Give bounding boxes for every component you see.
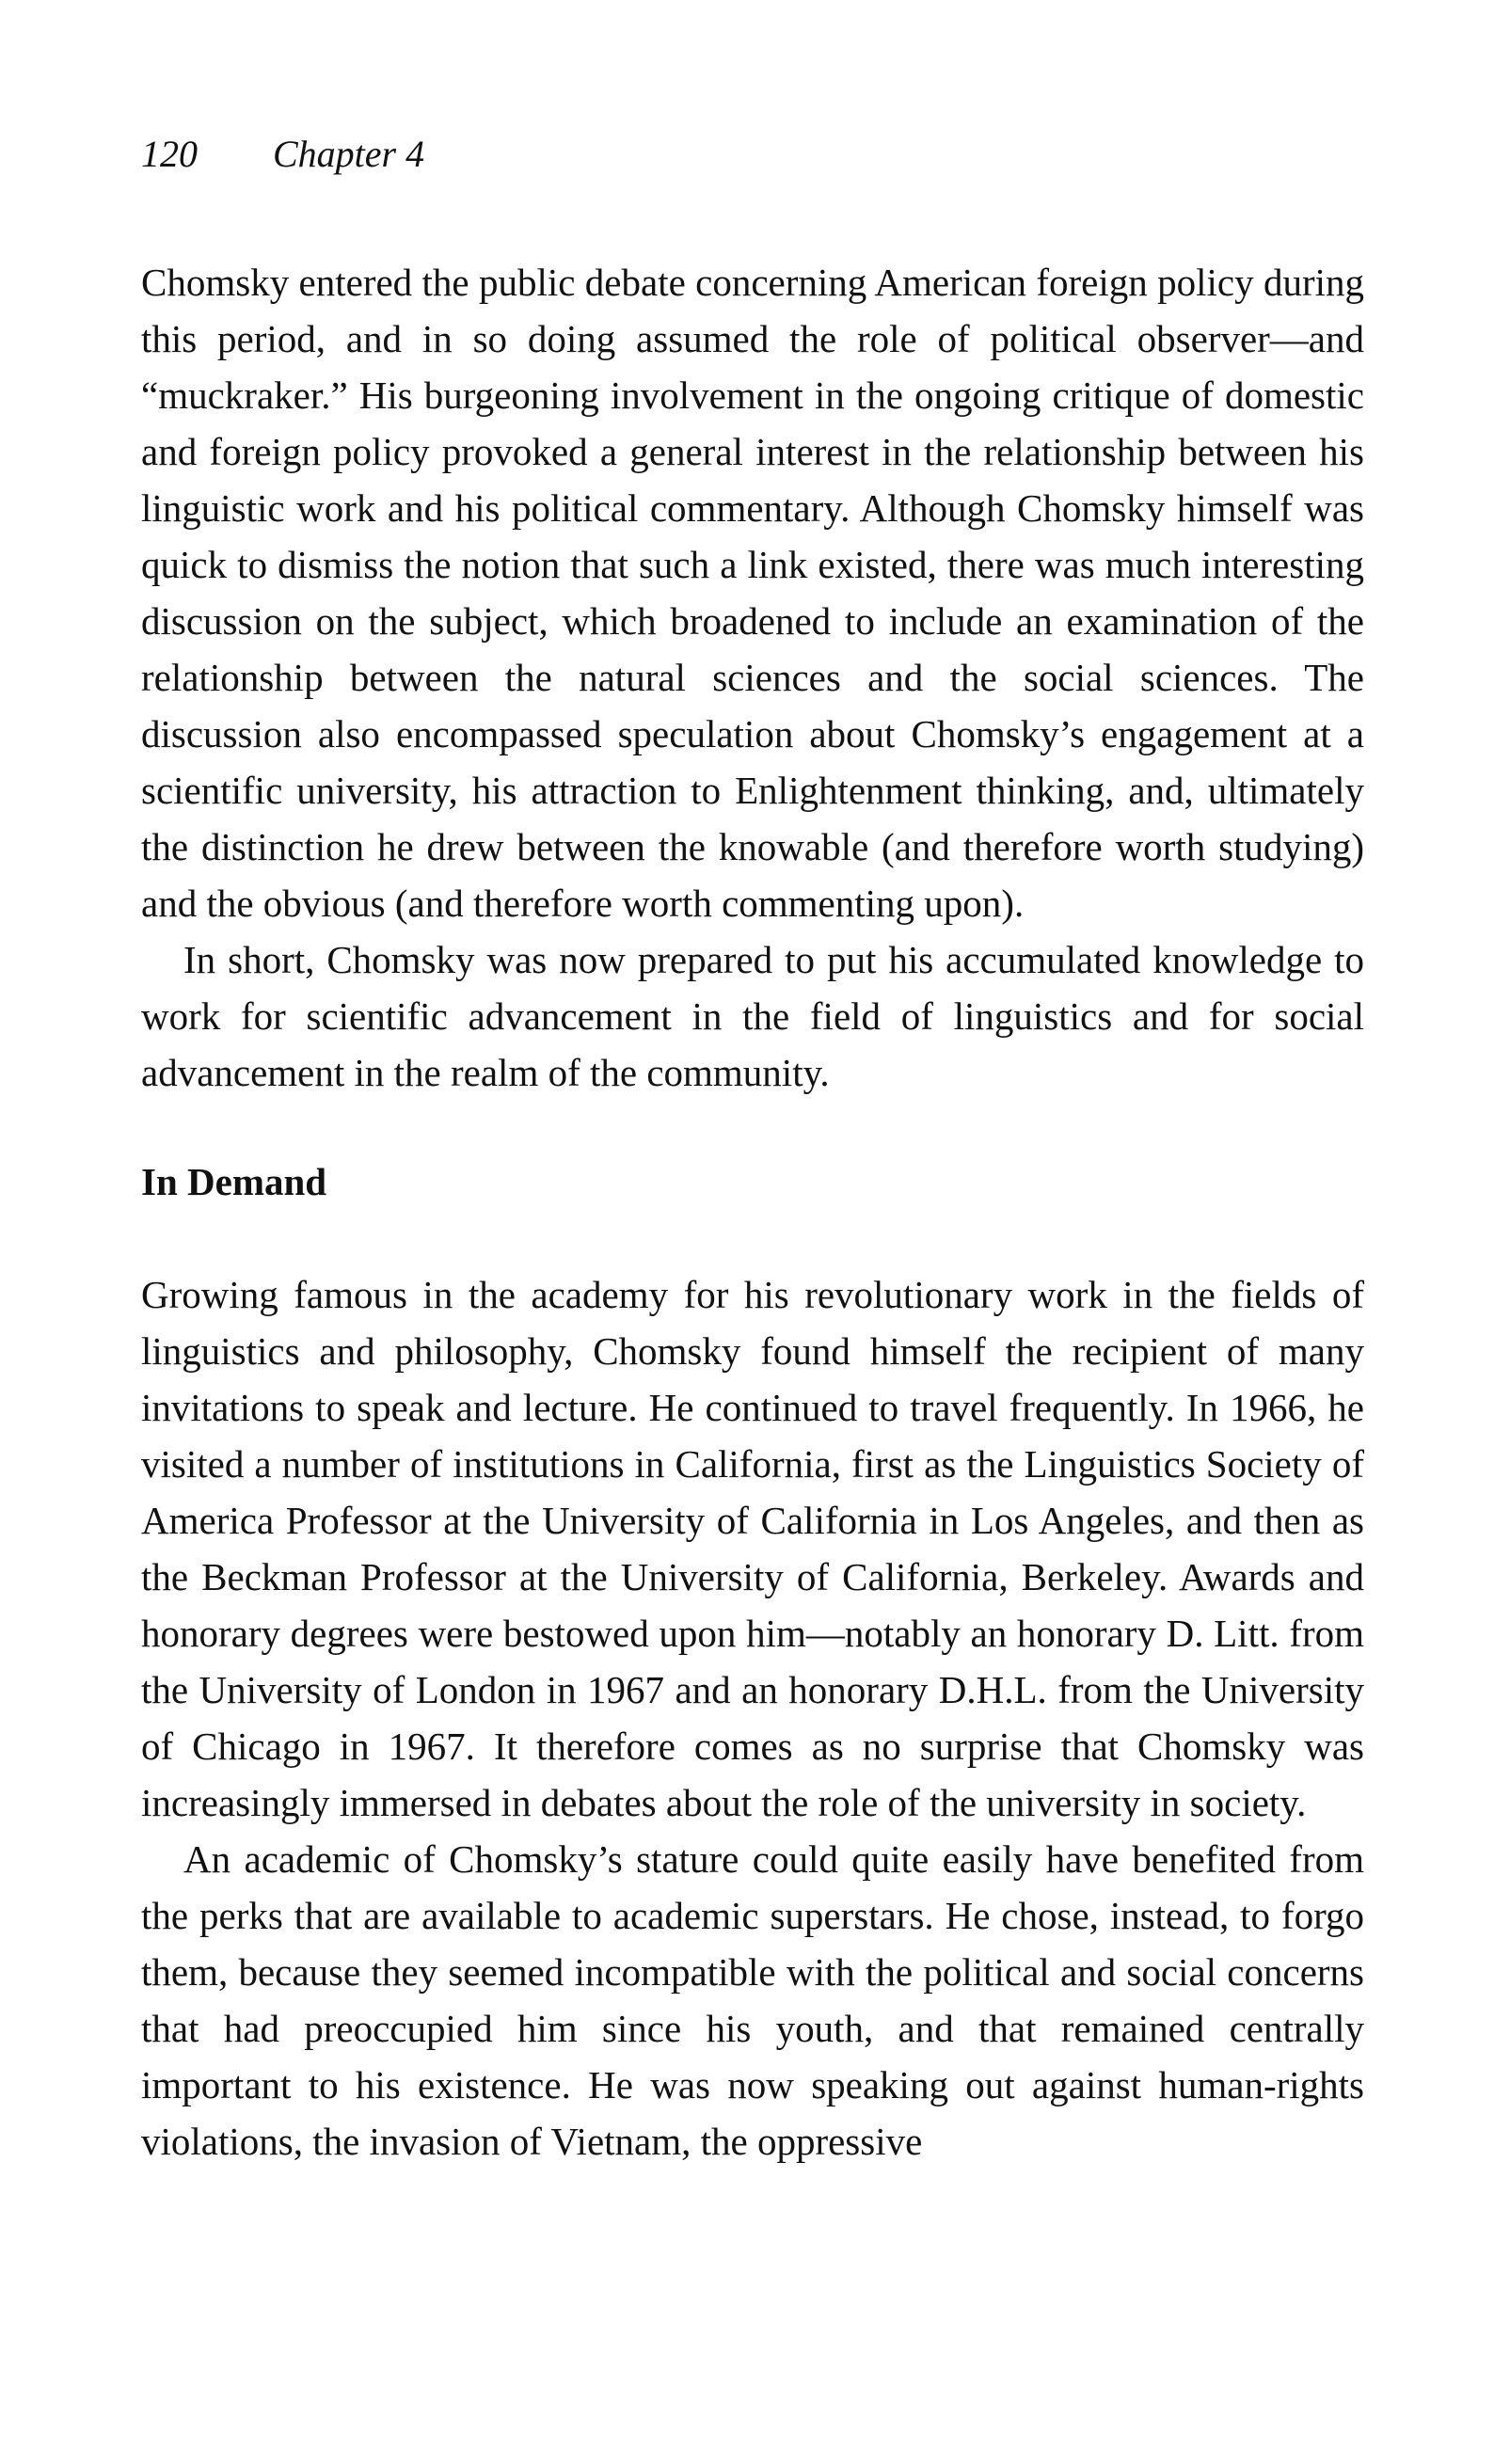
paragraph: In short, Chomsky was now prepared to put his accumulated knowledge to work for scientific advancement in the field of linguistics and for social advancement in the realm of the community. (141, 938, 1364, 1094)
paragraph: Chomsky entered the public debate concerning American foreign policy during this period, and in so doing assumed the role of political observer—and “muckraker.” His burgeoning involvement in the ongoing critique of domestic and foreign policy provoked a general interest in the relationship between his linguistic work and his political commentary. Although Chomsky himself was quick to dismiss the notion that such a link existed, there was much interesting discussion on the subject, which broadened to include an examination of the relationship between the natural sciences and the social sciences. The discussion also encompassed speculation about Chomsky’s engagement at a scientific university, his attraction to Enlightenment thinking, and, ultimately the distinction he drew between the knowable (and therefore worth studying) and the obvious (and therefore worth commenting upon). (141, 261, 1364, 925)
chapter-title: Chapter 4 (273, 133, 425, 175)
book-page (141, 132, 1364, 2170)
body-text (141, 254, 1364, 2170)
section-heading: In Demand (141, 1160, 327, 1203)
paragraph: An academic of Chomsky’s stature could quite easily have benefited from the perks that are available to academic superstars. He chose, instead, to forgo them, because they seemed incompatible with the political and social concerns that had preoccupied him since his youth, and that remained centrally important to his existence. He was now speaking out against human-rights violations, the invasion of Vietnam, the oppressive (141, 1837, 1364, 2163)
page-number: 120 (141, 133, 198, 175)
running-head (141, 132, 1364, 177)
paragraph: Growing famous in the academy for his revolutionary work in the fields of linguistics and philosophy, Chomsky found himself the recipient of many invitations to speak and lecture. He continued to travel frequently. In 1966, he visited a number of institutions in California, first as the Linguistics Society of America Professor at the University of California in Los Angeles, and then as the Beckman Professor at the University of California, Berkeley. Awards and honorary degrees were bestowed upon him—notably an honorary D. Litt. from the University of London in 1967 and an honorary D.H.L. from the University of Chicago in 1967. It therefore comes as no surprise that Chomsky was increasingly immersed in debates about the role of the university in society. (141, 1273, 1364, 1824)
